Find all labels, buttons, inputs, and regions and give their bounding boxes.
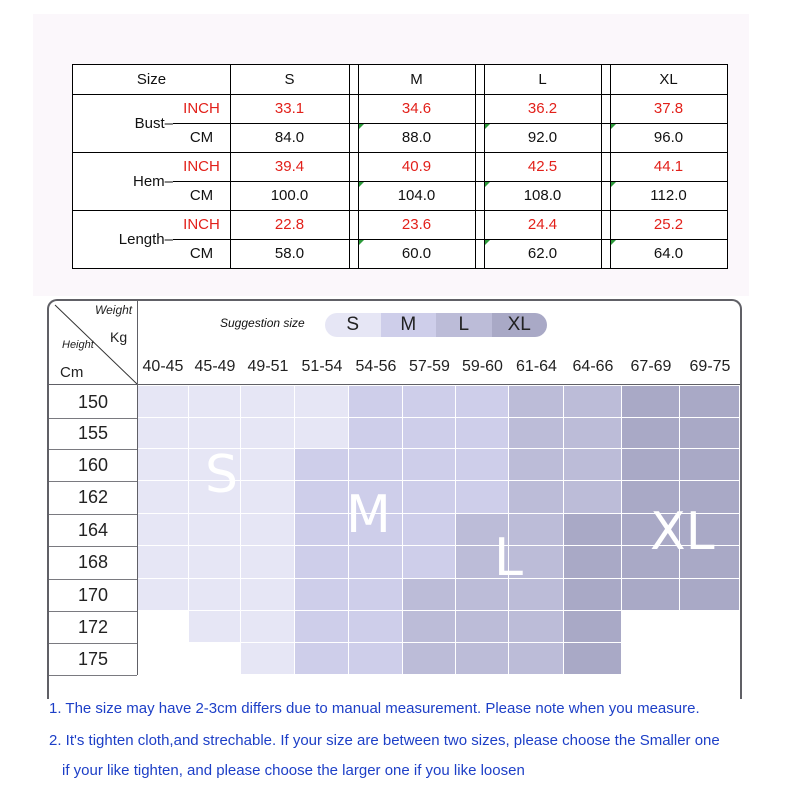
size-grid-cell — [241, 386, 295, 418]
size-grid-cell — [403, 418, 456, 449]
size-grid-cell — [680, 418, 740, 449]
legend-size-m: M — [381, 313, 437, 337]
corner-cm-label: Cm — [60, 364, 84, 381]
size-grid-cell — [295, 481, 349, 514]
cell-marker — [611, 124, 616, 129]
size-grid-cell — [241, 579, 295, 611]
table-value-cell: 34.6 — [401, 100, 432, 117]
size-grid-cell — [456, 611, 509, 643]
suggestion-size-label: Suggestion size — [220, 316, 305, 330]
size-grid-cell — [622, 386, 680, 418]
table-value-cell: 100.0 — [270, 187, 309, 204]
table-value-cell: 24.4 — [527, 216, 558, 233]
height-row-label: 160 — [77, 454, 109, 475]
size-grid-cell — [295, 514, 349, 546]
weight-range-label: 69-75 — [689, 358, 731, 375]
size-grid-cell — [680, 611, 740, 643]
size-grid-cell — [295, 546, 349, 579]
weight-range-label: 59-60 — [462, 358, 503, 375]
size-grid-cell — [349, 418, 403, 449]
size-zone-label-s: S — [205, 445, 239, 505]
size-grid-cell — [295, 611, 349, 643]
table-header-size-label: Size — [136, 71, 167, 88]
table-unit-label: CM — [189, 245, 214, 262]
size-grid-cell — [241, 611, 295, 643]
table-value-cell: 88.0 — [401, 129, 432, 146]
cell-marker — [611, 182, 616, 187]
size-grid-cell — [509, 611, 564, 643]
size-grid-cell — [349, 386, 403, 418]
cell-marker — [611, 240, 616, 245]
size-grid-cell — [241, 514, 295, 546]
size-grid-cell — [403, 514, 456, 546]
size-grid-cell — [403, 481, 456, 514]
size-grid-cell — [509, 418, 564, 449]
size-grid-cell — [349, 449, 403, 481]
cell-marker — [485, 182, 490, 187]
note-2: 2. It's tighten cloth,and strechable. If your size are between two sizes, please choose the Smaller one — [49, 732, 720, 749]
size-grid-cell — [189, 611, 241, 643]
height-row-label: 168 — [77, 552, 109, 572]
size-grid-cell — [564, 418, 622, 449]
size-grid-cell — [509, 386, 564, 418]
table-column-line — [349, 65, 350, 268]
size-grid-cell — [564, 643, 622, 675]
size-grid-cell — [622, 579, 680, 611]
table-header-size-1: M — [410, 71, 423, 88]
size-grid-cell — [137, 514, 189, 546]
cell-marker — [359, 124, 364, 129]
size-grid-cell — [189, 386, 241, 418]
size-grid-cell — [564, 386, 622, 418]
size-grid-cell — [564, 546, 622, 579]
legend-size-s: S — [325, 313, 381, 337]
size-grid-cell — [622, 643, 680, 675]
weight-range-label: 51-54 — [301, 358, 343, 375]
weight-range-label: 40-45 — [142, 358, 184, 375]
size-grid-cell — [137, 643, 189, 675]
size-grid-cell — [137, 449, 189, 481]
size-grid-cell — [349, 546, 403, 579]
size-grid-cell — [564, 449, 622, 481]
height-row-label: 155 — [77, 423, 109, 443]
table-value-cell: 64.0 — [653, 245, 684, 262]
table-header-size-2: L — [538, 71, 547, 88]
table-value-cell: 42.5 — [527, 158, 558, 175]
table-group-label: Bust– — [134, 114, 173, 132]
size-zone-label-l: L — [494, 528, 523, 588]
size-grid-cell — [189, 546, 241, 579]
weight-range-label: 64-66 — [572, 358, 614, 375]
size-grid-cell — [295, 386, 349, 418]
table-unit-label: INCH — [183, 158, 220, 175]
size-grid-cell — [189, 579, 241, 611]
size-grid-cell — [456, 449, 509, 481]
weight-range-label: 54-56 — [355, 358, 397, 375]
size-grid-cell — [241, 643, 295, 675]
size-grid-cell — [403, 643, 456, 675]
size-grid-cell — [137, 386, 189, 418]
size-grid-cell — [680, 449, 740, 481]
size-grid-cell — [456, 386, 509, 418]
size-grid-cell — [295, 449, 349, 481]
height-row-label: 170 — [77, 584, 109, 605]
table-value-cell: 39.4 — [274, 158, 305, 175]
size-grid-cell — [622, 418, 680, 449]
size-grid-cell — [241, 481, 295, 514]
height-row-label: 162 — [77, 487, 109, 507]
size-grid-cell — [349, 611, 403, 643]
size-grid-cell — [241, 449, 295, 481]
size-grid-cell — [403, 386, 456, 418]
size-grid-cell — [189, 514, 241, 546]
note-1: 1. The size may have 2-3cm differs due to manual measurement. Please note when you measure. — [49, 700, 700, 717]
table-group-label: Hem– — [132, 172, 173, 190]
legend-size-xl: XL — [492, 313, 548, 337]
size-grid-cell — [564, 514, 622, 546]
size-grid-cell — [189, 643, 241, 675]
table-value-cell: 96.0 — [653, 129, 684, 146]
table-unit-label: INCH — [183, 216, 220, 233]
table-value-cell: 40.9 — [401, 158, 432, 175]
table-value-cell: 58.0 — [274, 245, 305, 262]
corner-weight-label: Weight — [95, 303, 133, 317]
table-unit-label: CM — [189, 129, 214, 146]
weight-range-label: 57-59 — [409, 358, 450, 375]
size-grid-cell — [456, 418, 509, 449]
height-row-label: 164 — [77, 519, 109, 540]
size-grid-cell — [564, 481, 622, 514]
weight-range-label: 61-64 — [516, 358, 557, 375]
weight-range-label: 45-49 — [194, 358, 236, 375]
note-3: if your like tighten, and please choose the larger one if you like loosen — [62, 762, 525, 779]
size-grid-cell — [622, 611, 680, 643]
table-column-line — [601, 65, 602, 268]
size-grid-cell — [456, 481, 509, 514]
size-grid-cell — [680, 386, 740, 418]
size-grid-cell — [622, 449, 680, 481]
size-grid-cell — [349, 579, 403, 611]
size-grid-cell — [137, 579, 189, 611]
weight-range-label: 49-51 — [247, 358, 289, 375]
table-header-size-0: S — [284, 71, 295, 88]
size-grid-cell — [295, 418, 349, 449]
table-unit-label: CM — [189, 187, 214, 204]
cell-marker — [485, 124, 490, 129]
size-grid-cell — [241, 546, 295, 579]
height-row-label: 175 — [77, 648, 109, 669]
size-grid-cell — [137, 546, 189, 579]
height-row-label: 150 — [77, 391, 109, 412]
size-grid-cell — [403, 611, 456, 643]
table-value-cell: 37.8 — [653, 100, 684, 117]
table-value-cell: 25.2 — [653, 216, 684, 233]
size-zone-label-xl: XL — [650, 502, 715, 562]
corner-height-label: Height — [62, 339, 94, 351]
height-row-label: 172 — [77, 616, 109, 637]
weight-range-label: 67-69 — [630, 358, 672, 375]
table-value-cell: 23.6 — [401, 216, 432, 233]
size-grid-cell — [241, 418, 295, 449]
size-grid-cell — [564, 611, 622, 643]
corner-kg-label: Kg — [110, 329, 128, 345]
size-grid-cell — [403, 546, 456, 579]
table-value-cell: 62.0 — [527, 245, 558, 262]
table-value-cell: 112.0 — [650, 187, 687, 204]
table-value-cell: 84.0 — [274, 129, 305, 146]
table-column-line — [475, 65, 476, 268]
size-grid-cell — [295, 643, 349, 675]
size-grid-cell — [403, 579, 456, 611]
size-grid-cell — [137, 481, 189, 514]
size-grid-cell — [509, 449, 564, 481]
size-measurement-table — [72, 64, 728, 269]
table-unit-label: INCH — [183, 100, 220, 117]
table-value-cell: 60.0 — [401, 245, 432, 262]
size-grid-cell — [137, 611, 189, 643]
height-row-line — [49, 675, 137, 676]
legend-size-l: L — [436, 313, 492, 337]
table-value-cell: 33.1 — [274, 100, 305, 117]
table-value-cell: 36.2 — [527, 100, 558, 117]
size-grid-cell — [295, 579, 349, 611]
size-grid-cell — [564, 579, 622, 611]
size-grid-cell — [456, 643, 509, 675]
size-grid-cell — [680, 579, 740, 611]
cell-marker — [485, 240, 490, 245]
size-grid-cell — [403, 449, 456, 481]
table-value-cell: 92.0 — [527, 129, 558, 146]
size-grid-cell — [137, 418, 189, 449]
cell-marker — [359, 240, 364, 245]
table-value-cell: 22.8 — [274, 216, 305, 233]
suggestion-size-legend — [325, 313, 547, 337]
table-value-cell: 108.0 — [523, 187, 562, 204]
table-group-label: Length– — [118, 230, 173, 248]
table-value-cell: 104.0 — [397, 187, 436, 204]
size-grid-cell — [680, 643, 740, 675]
size-zone-label-m: M — [346, 485, 391, 545]
size-grid-cell — [509, 481, 564, 514]
table-header-size-3: XL — [659, 71, 678, 88]
size-grid-cell — [509, 643, 564, 675]
table-value-cell: 44.1 — [653, 158, 684, 175]
label-column-line — [137, 301, 138, 675]
cell-marker — [359, 182, 364, 187]
size-grid-cell — [349, 643, 403, 675]
